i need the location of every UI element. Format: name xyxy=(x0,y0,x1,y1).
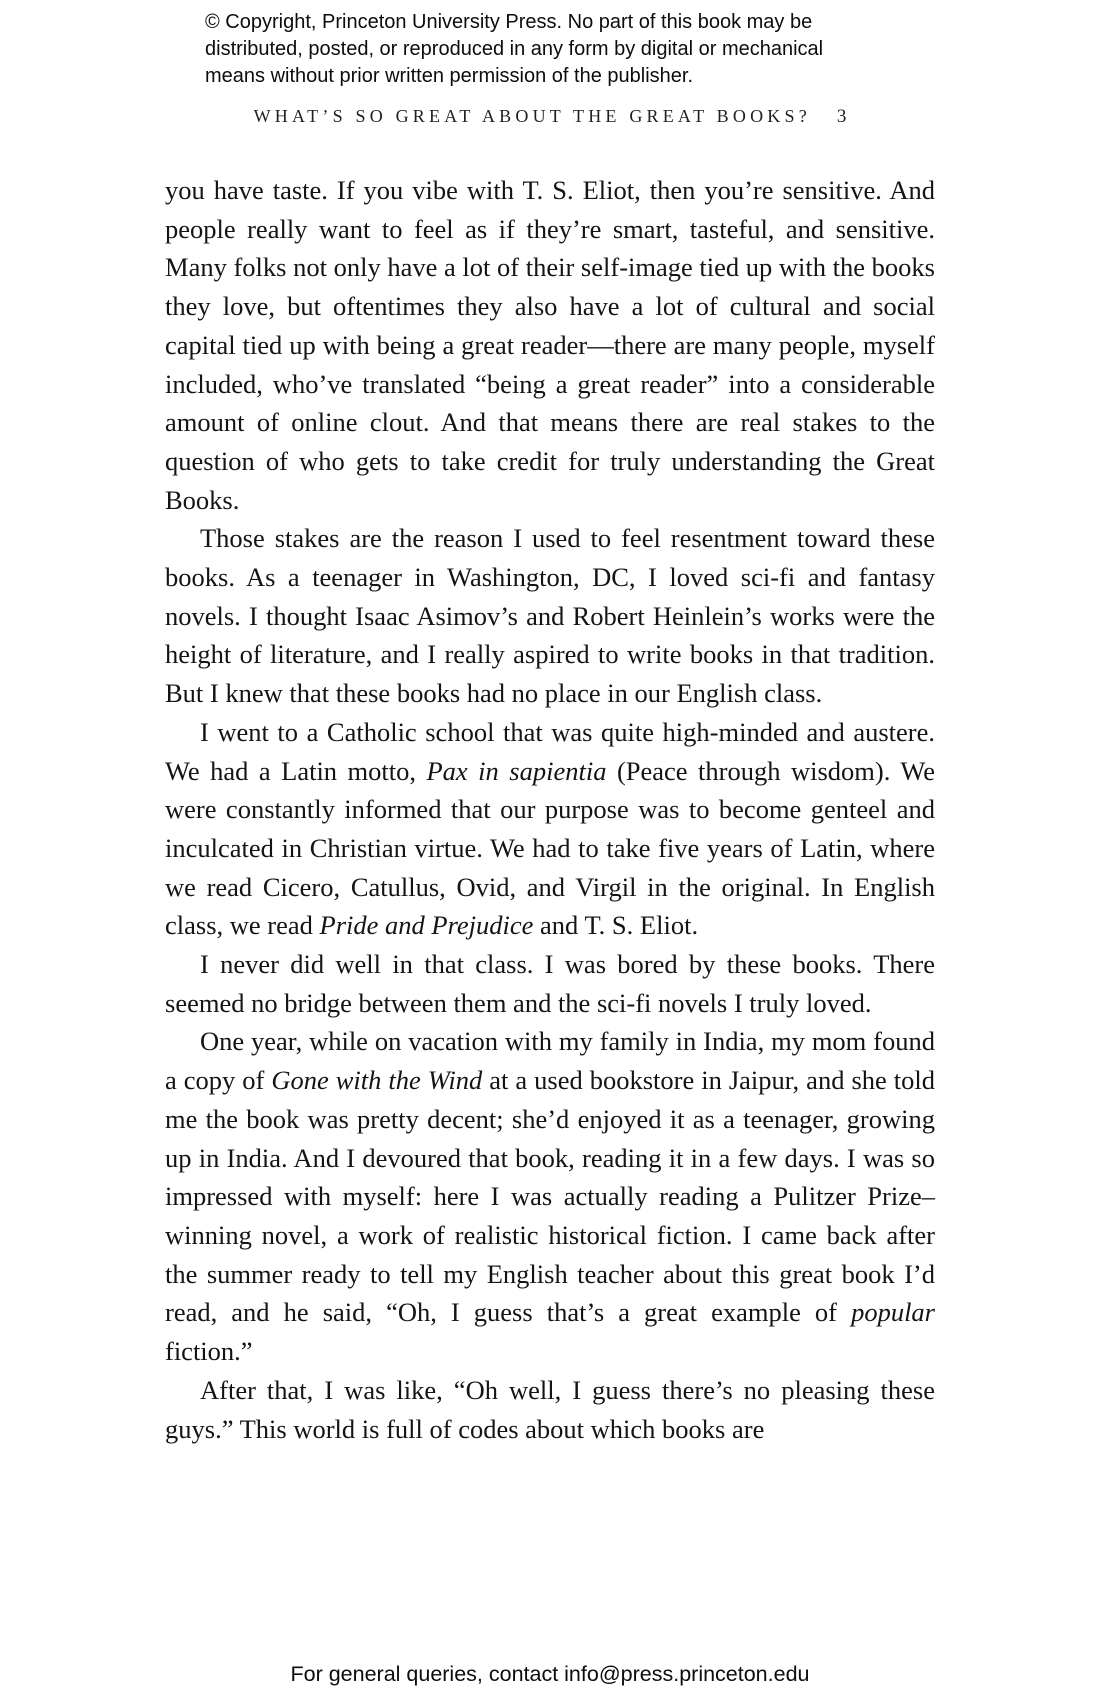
running-head xyxy=(0,106,1100,128)
italic-text: popular xyxy=(851,1297,935,1328)
page-footer xyxy=(0,1662,1100,1687)
paragraph xyxy=(165,171,935,519)
text-run: at a used bookstore in Jaipur, and she told me the book was pretty decent; she’d enjoyed it as a teenager, growing up in India. And I devoured that book, reading it in a few days. I was so impressed with myself: here I was actually reading a Pulitzer Prize–winning novel, a work of realistic historical fiction. I came back after the summer ready to tell my English teacher about this great book I’d read, and he said, “Oh, I guess that’s a great example of xyxy=(165,1065,935,1328)
copyright-line-1: © Copyright, Princeton University Press. No part of this book may be xyxy=(205,11,813,33)
body-text xyxy=(165,171,935,1448)
italic-text: Pride and Prejudice xyxy=(319,910,534,941)
paragraph xyxy=(165,945,935,1022)
copyright-line-2: distributed, posted, or reproduced in any form by digital or mechanical xyxy=(205,38,824,60)
running-head-title: WHAT’S SO GREAT ABOUT THE GREAT BOOKS? xyxy=(253,106,811,126)
italic-text: Gone with the Wind xyxy=(271,1065,483,1096)
copyright-notice xyxy=(205,9,925,90)
italic-text: Pax in sapientia xyxy=(426,755,607,786)
page-number: 3 xyxy=(836,106,847,127)
text-run: fiction.” xyxy=(165,1336,253,1367)
copyright-line-3: means without prior written permission of the publisher. xyxy=(205,65,694,87)
text-run: I went to a Catholic school that was quite high-minded and austere. We had a Latin motto, xyxy=(165,716,935,786)
text-run: you have taste. If you vibe with T. S. Eliot, then you’re sensitive. And people really want to feel as if they’re smart, tasteful, and sensitive. Many folks not only have a lot of their self-image tied up with the books they love, but oftentimes they also have a lot of cultural and social capital tied up with being a great reader—there are many people, myself included, who’ve translated “being a great reader” into a considerable amount of online clout. And that means there are real stakes to the question of who gets to take credit for truly understanding the Great Books. xyxy=(165,175,935,515)
text-run: Those stakes are the reason I used to feel resentment toward these books. As a teenager in Washington, DC, I loved sci-fi and fantasy novels. I thought Isaac Asimov’s and Robert Heinlein’s works were the height of literature, and I really aspired to write books in that tradition. But I knew that these books had no place in our English class. xyxy=(165,523,935,709)
paragraph xyxy=(165,713,935,945)
text-run: and T. S. Eliot. xyxy=(533,910,699,941)
text-run: After that, I was like, “Oh well, I guess there’s no pleasing these guys.” This world is full of codes about which books are xyxy=(165,1374,935,1444)
paragraph xyxy=(165,1371,935,1448)
paragraph xyxy=(165,1022,935,1370)
text-run: (Peace through wisdom). We were constantly informed that our purpose was to become genteel and inculcated in Christian virtue. We had to take five years of Latin, where we read Cicero, Catullus, Ovid, and Virgil in the original. In English class, we read xyxy=(165,755,935,941)
contact-line: For general queries, contact info@press.princeton.edu xyxy=(290,1662,810,1686)
paragraph xyxy=(165,519,935,713)
text-run: I never did well in that class. I was bored by these books. There seemed no bridge between them and the sci-fi novels I truly loved. xyxy=(165,949,935,1018)
text-run: One year, while on vacation with my family in India, my mom found a copy of xyxy=(165,1026,935,1096)
